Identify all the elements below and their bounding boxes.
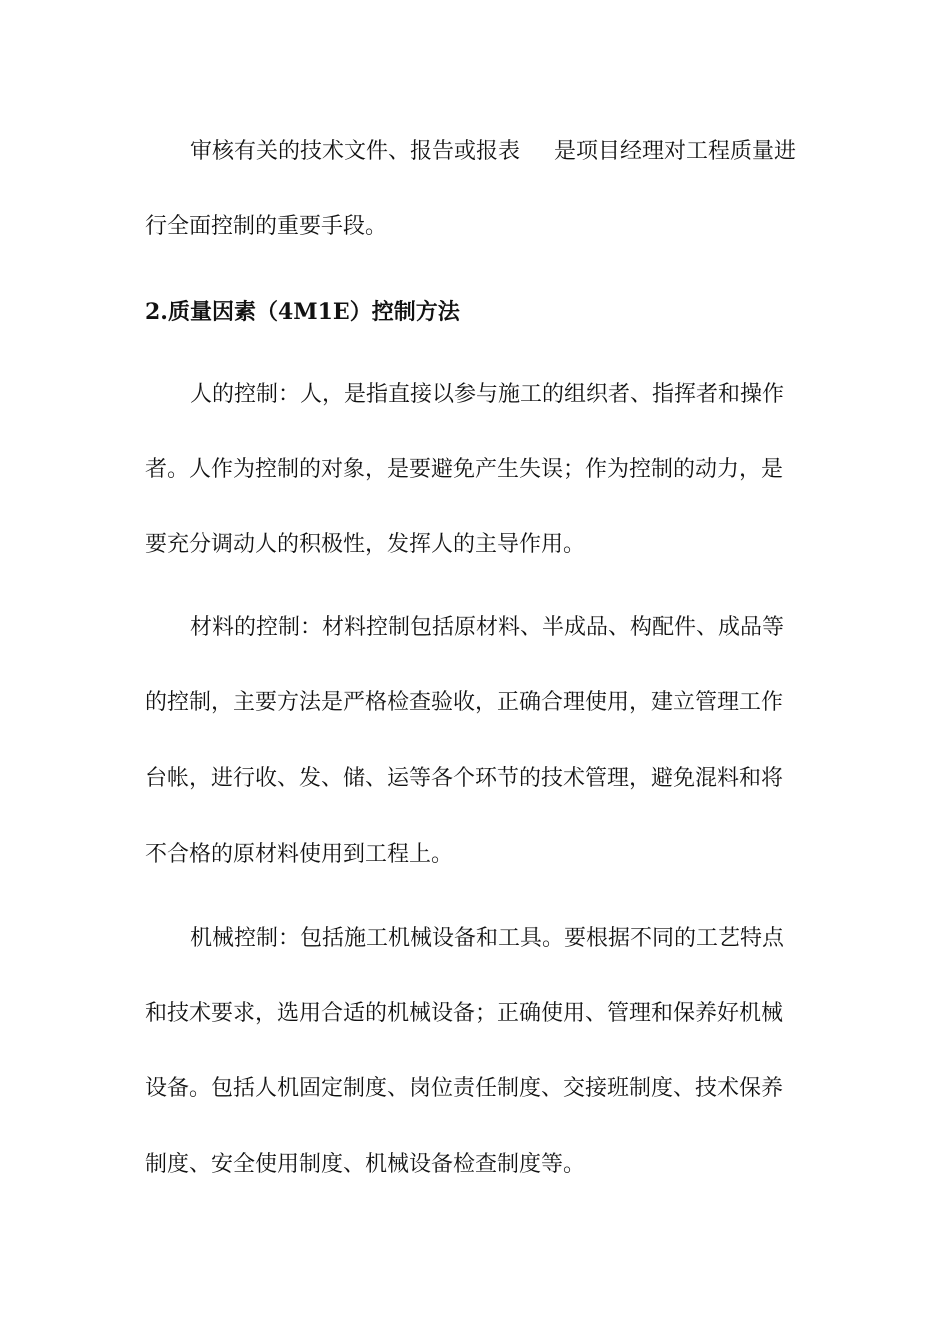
para1-line-1-part-a: 审核有关的技术文件、报告或报表: [190, 139, 521, 164]
para3-line-2: 的控制，主要方法是严格检查验收，正确合理使用，建立管理工作: [145, 690, 784, 715]
para2-line-1: 人的控制：人，是指直接以参与施工的组织者、指挥者和操作: [190, 382, 785, 407]
para3-line-3: 台帐，进行收、发、储、运等各个环节的技术管理，避免混料和将: [145, 766, 784, 791]
para3-line-1: 材料的控制：材料控制包括原材料、半成品、构配件、成品等: [190, 615, 785, 640]
section-heading: 2.质量因素（4M1E）控制方法: [145, 299, 460, 325]
para4-line-4: 制度、安全使用制度、机械设备检查制度等。: [145, 1152, 586, 1177]
para2-line-2: 者。人作为控制的对象，是要避免产生失误；作为控制的动力，是: [145, 457, 784, 482]
para4-line-1: 机械控制：包括施工机械设备和工具。要根据不同的工艺特点: [190, 926, 785, 951]
para1-line-2: 行全面控制的重要手段。: [145, 214, 388, 239]
para3-line-4: 不合格的原材料使用到工程上。: [145, 842, 454, 867]
para1-line-1-part-b: 是项目经理对工程质量进: [554, 139, 797, 164]
para4-line-2: 和技术要求，选用合适的机械设备；正确使用、管理和保养好机械: [145, 1001, 784, 1026]
para2-line-3: 要充分调动人的积极性，发挥人的主导作用。: [145, 532, 586, 557]
para1-line-1: [190, 137, 796, 167]
para4-line-3: 设备。包括人机固定制度、岗位责任制度、交接班制度、技术保养: [145, 1076, 784, 1101]
